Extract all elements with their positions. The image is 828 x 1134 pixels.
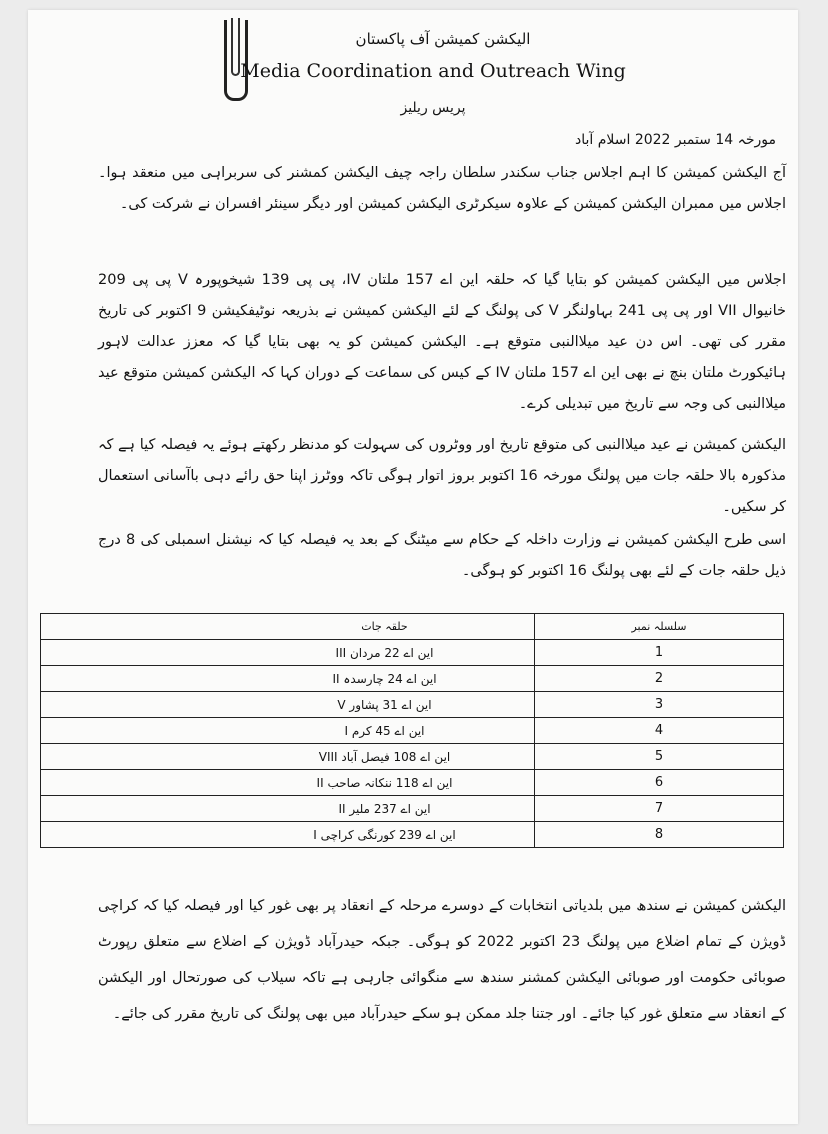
constituency-cell: این اے 237 ملیر II — [41, 796, 535, 822]
press-release-page — [28, 10, 798, 1124]
paragraph-5: الیکشن کمیشن نے سندھ میں بلدیاتی انتخابات کے دوسرے مرحلہ کے انعقاد پر بھی غور کیا اور فیصلہ کیا کہ کراچی ڈویژن کے تمام اضلاع میں پولنگ 23 اکتوبر 2022 کو ہوگی۔ جبکہ حیدرآباد ڈویژن کے اضلاع سے متعلق رپورٹ صوبائی حکومت اور صوبائی الیکشن کمشنر سندھ سے منگوائی جارہی ہے تاکہ سیلاب کی صورتحال اور الیکشن کے انعقاد سے متعلق غور کیا جائے۔ اور جتنا جلد ممکن ہو سکے حیدرآباد میں بھی پولنگ کی تاریخ مقرر کی جائے۔ — [98, 898, 786, 1022]
constituency-cell: این اے 24 چارسدہ II — [41, 666, 535, 692]
table-row — [41, 796, 784, 822]
serial-cell: 3 — [535, 692, 784, 718]
constituency-cell: این اے 118 ننکانہ صاحب II — [41, 770, 535, 796]
paragraph-4: اسی طرح الیکشن کمیشن نے وزارت داخلہ کے حکام سے میٹنگ کے بعد یہ فیصلہ کیا کہ نیشنل اسمبلی کی 8 درج ذیل حلقہ جات کے لئے بھی پولنگ 16 اکتوبر کو ہوگی۔ — [98, 532, 786, 579]
constituency-cell: این اے 31 پشاور V — [41, 692, 535, 718]
constituency-table — [40, 613, 784, 848]
table-row — [41, 640, 784, 666]
table-row — [41, 692, 784, 718]
english-title: Media Coordination and Outreach Wing — [240, 60, 626, 82]
constituency-cell: این اے 22 مردان III — [41, 640, 535, 666]
table-row — [41, 744, 784, 770]
constituency-header: حلقہ جات — [41, 614, 535, 640]
serial-header: سلسلہ نمبر — [535, 614, 784, 640]
table-row — [41, 822, 784, 848]
constituency-cell: این اے 45 کرم I — [41, 718, 535, 744]
serial-cell: 5 — [535, 744, 784, 770]
serial-cell: 8 — [535, 822, 784, 848]
paragraph-1: آج الیکشن کمیشن کا اہم اجلاس جناب سکندر سلطان راجہ چیف الیکشن کمشنر کی سربراہی میں منعقد ہوا۔ اجلاس میں ممبران الیکشن کمیشن کے علاوہ سیکرٹری الیکشن کمیشن اور دیگر سینئر افسران نے شرکت کی۔ — [98, 165, 786, 212]
constituency-cell: این اے 239 کورنگی کراچی I — [41, 822, 535, 848]
table-header-row — [41, 614, 784, 640]
date-line: مورخہ 14 ستمبر 2022 اسلام آباد — [574, 132, 776, 148]
serial-cell: 7 — [535, 796, 784, 822]
serial-cell: 1 — [535, 640, 784, 666]
paragraph-3: الیکشن کمیشن نے عید میلاالنبی کی متوقع تاریخ اور ووٹروں کی سہولت کو مدنظر رکھتے ہوئے یہ فیصلہ کیا ہے کہ مذکورہ بالا حلقہ جات میں پولنگ مورخہ 16 اکتوبر بروز اتوار ہوگی تاکہ ووٹرز اپنا حق رائے دہی باآسانی استعمال کر سکیں۔ — [98, 437, 786, 515]
constituency-cell: این اے 108 فیصل آباد VIII — [41, 744, 535, 770]
table-row — [41, 770, 784, 796]
paragraph-2: اجلاس میں الیکشن کمیشن کو بتایا گیا کہ حلقہ این اے 157 ملتان IV، پی پی 139 شیخوپورہ V پی پی 209 خانیوال VII اور پی پی 241 بہاولنگر V کی پولنگ کے لئے الیکشن کمیشن نے بذریعہ نوٹیفکیشن 9 اکتوبر کی تاریخ مقرر کی تھی۔ اس دن عید میلاالنبی متوقع ہے۔ الیکشن کمیشن کو یہ بھی بتایا گیا کہ معزز عدالت لاہور ہائیکورٹ ملتان بنچ نے بھی این اے 157 ملتان IV کے کیس کی سماعت کے دوران کہا کہ الیکشن کمیشن متوقع عید میلاالنبی کی وجہ سے تاریخ میں تبدیلی کرے۔ — [98, 272, 787, 412]
table-row — [41, 718, 784, 744]
serial-cell: 4 — [535, 718, 784, 744]
table-row — [41, 666, 784, 692]
serial-cell: 6 — [535, 770, 784, 796]
press-release-label: پریس ریلیز — [400, 100, 466, 116]
urdu-title: الیکشن کمیشن آف پاکستان — [355, 30, 531, 48]
serial-cell: 2 — [535, 666, 784, 692]
